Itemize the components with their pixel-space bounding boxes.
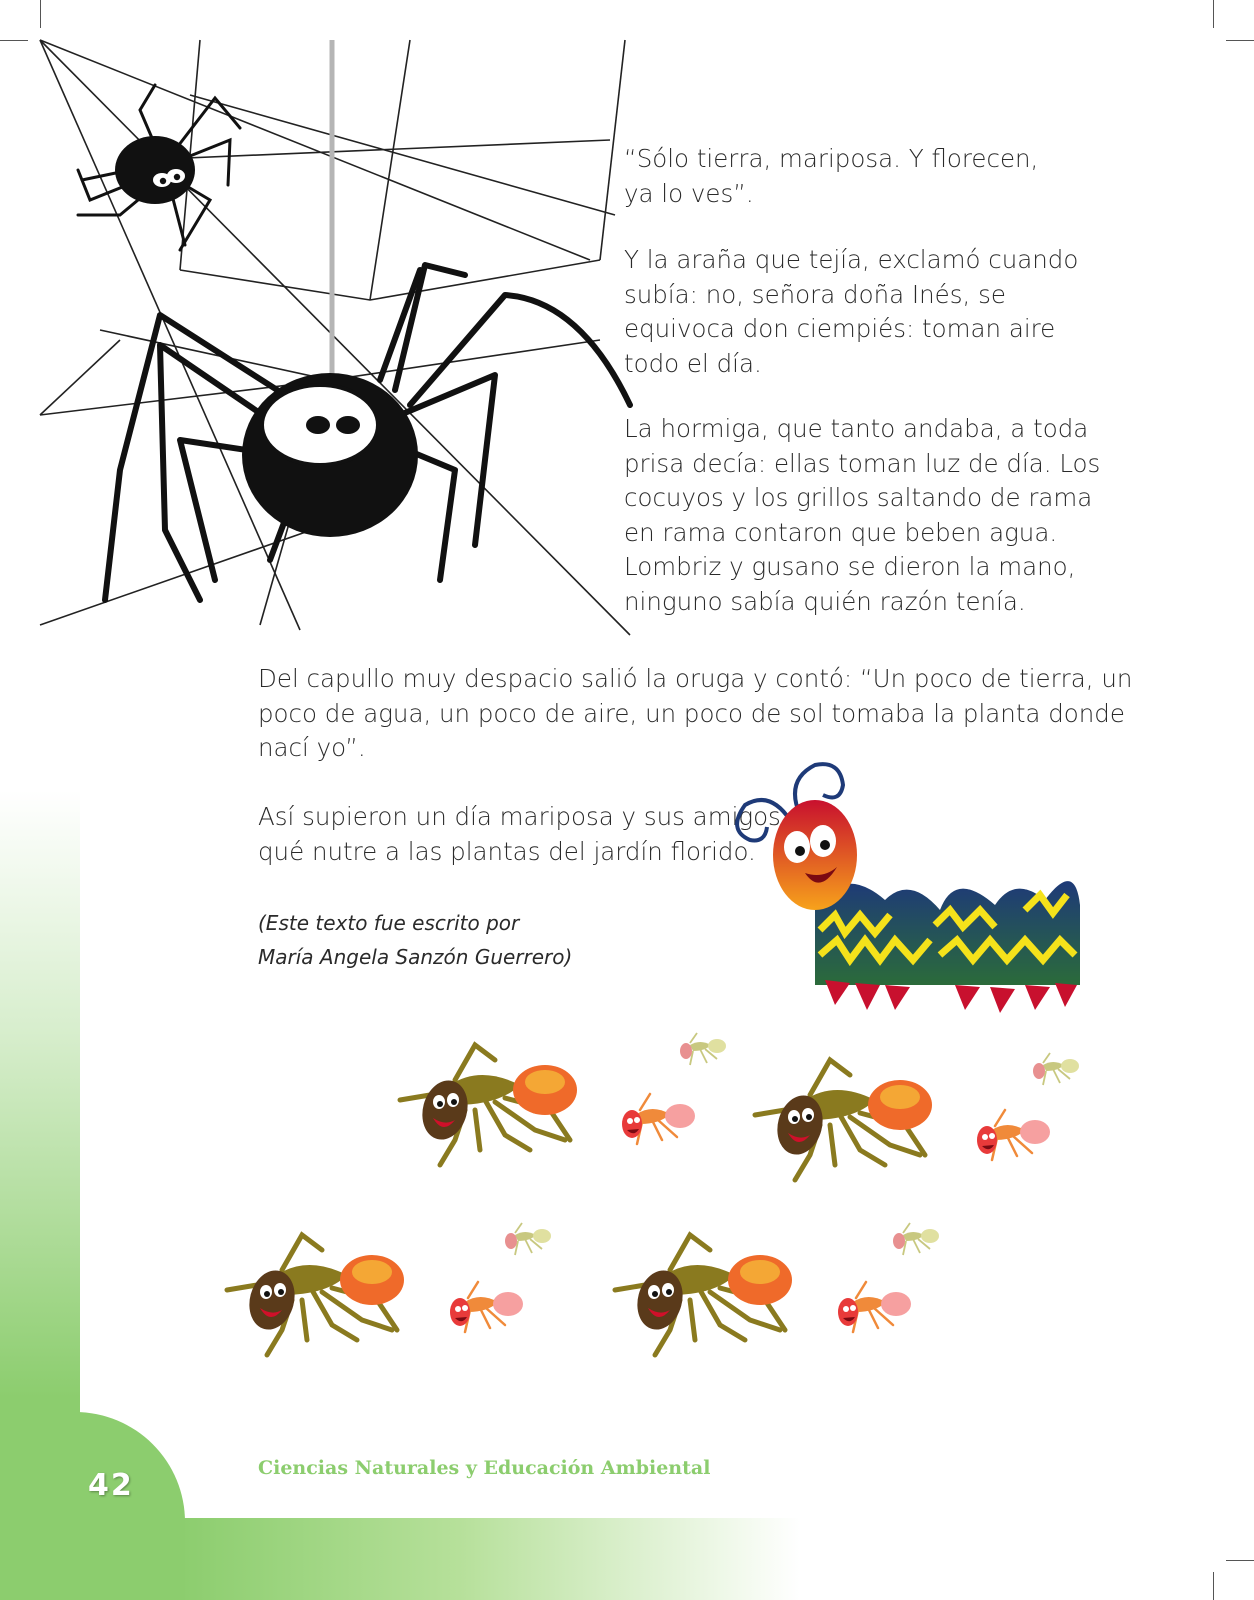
ant-icon <box>755 1060 932 1180</box>
ant-icon <box>450 1282 523 1332</box>
ant-icon <box>838 1282 911 1332</box>
verse-line: subía: no, señora doña Inés, se <box>624 279 1006 309</box>
verse-line: Así supieron un día mariposa y sus amigos <box>258 802 781 831</box>
ant-icon <box>400 1045 577 1165</box>
verse-line: en rama contaron que beben agua. <box>624 517 1058 547</box>
verse-line: ya lo ves”. <box>624 178 754 208</box>
ant-icon <box>622 1094 695 1144</box>
ant-icon <box>505 1223 551 1255</box>
verse-line: “Sólo tierra, mariposa. Y florecen, <box>624 144 1039 173</box>
verse-line: La hormiga, que tanto andaba, a toda <box>624 414 1089 443</box>
ant-icon <box>680 1033 726 1065</box>
ant-icon <box>1033 1053 1079 1085</box>
verse-line: qué nutre a las plantas del jardín florido. <box>258 836 756 866</box>
verse-line: nací yo”. <box>258 733 366 762</box>
ant-icon <box>227 1235 404 1355</box>
ant-icon <box>977 1110 1050 1160</box>
verse-line: ninguno sabía quién razón tenía. <box>624 586 1026 616</box>
page-number: 42 <box>88 1468 134 1503</box>
ant-icon <box>893 1223 939 1255</box>
verse-line: prisa decía: ellas toman luz de día. Los <box>624 448 1101 478</box>
verse-line: Y la araña que tejía, exclamó cuando <box>624 245 1079 274</box>
verse-line: equivoca don ciempiés: toman aire <box>624 314 1056 343</box>
verse-line: cocuyos y los grillos saltando de rama <box>624 483 1093 512</box>
credit-line: (Este texto fue escrito por <box>258 911 520 935</box>
verse-line: poco de agua, un poco de aire, un poco de sol tomaba la planta donde <box>258 698 1125 728</box>
ant-icon <box>615 1235 792 1355</box>
verse-line: Del capullo muy despacio salió la oruga y contó: “Un poco de tierra, un <box>258 664 1133 693</box>
book-title: Ciencias Naturales y Educación Ambiental <box>258 1457 711 1479</box>
verse-line: todo el día. <box>624 348 762 378</box>
credit-line: María Angela Sanzón Guerrero) <box>258 945 573 969</box>
verse-line: Lombriz y gusano se dieron la mano, <box>624 552 1076 581</box>
